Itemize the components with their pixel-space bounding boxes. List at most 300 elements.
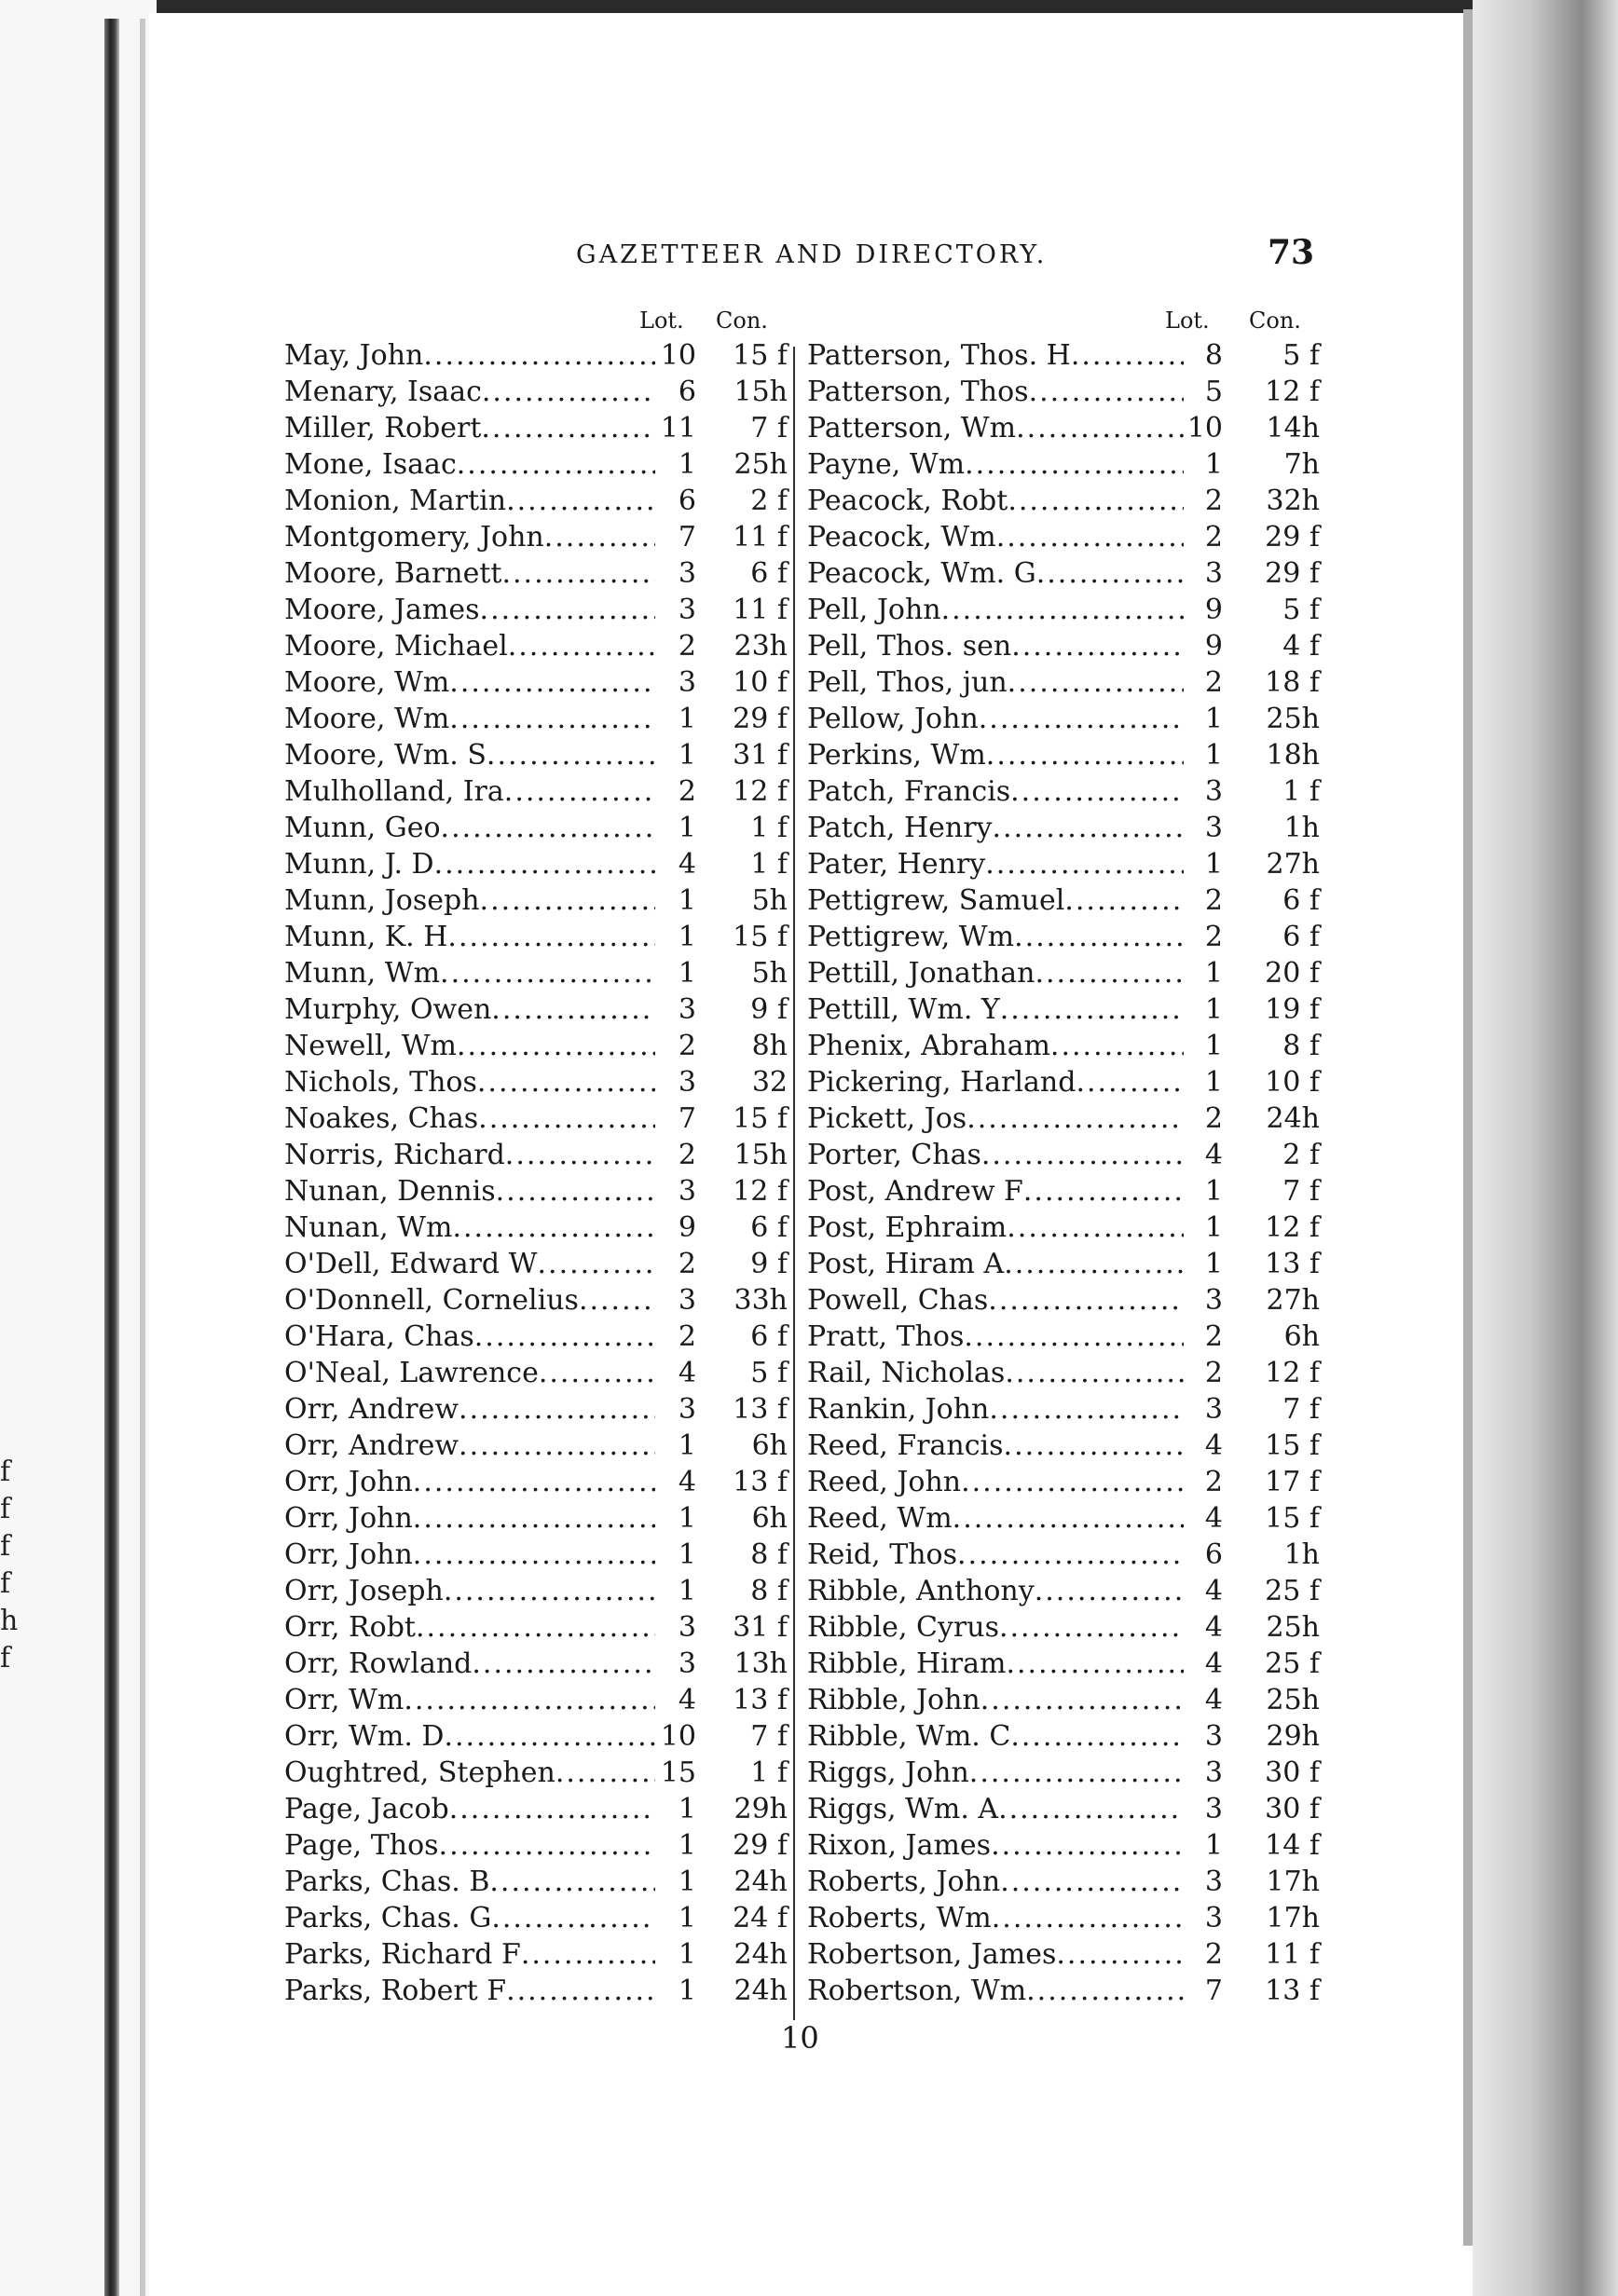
- entry-name: Murphy, Owen .....: [284, 991, 655, 1028]
- entry-lot: 10: [660, 1720, 696, 1753]
- left-lot-header: Lot.: [639, 308, 684, 334]
- entry-lot: 3: [1204, 1866, 1223, 1898]
- directory-entry: [284, 592, 792, 628]
- entry-concession: 12 f: [1265, 1357, 1320, 1389]
- entry-lot: 2: [1204, 666, 1223, 699]
- entry-name: Rail, Nicholas .....: [807, 1355, 1184, 1391]
- directory-entry: [284, 1682, 792, 1718]
- entry-concession: 14h: [1266, 412, 1320, 444]
- facing-page-fragments: [0, 1454, 37, 1677]
- directory-entry: [284, 846, 792, 882]
- entry-concession: 29 f: [733, 703, 788, 735]
- entry-concession: 29 f: [1265, 557, 1320, 590]
- directory-entry: [284, 882, 792, 919]
- entry-lot: 3: [1204, 557, 1223, 590]
- entry-lot: 4: [1204, 1139, 1223, 1171]
- directory-entry: [284, 1464, 792, 1500]
- entry-concession: 30 f: [1265, 1793, 1320, 1825]
- directory-entry: [284, 919, 792, 955]
- entry-concession: 12 f: [733, 1175, 788, 1208]
- entry-name: Patch, Francis .....: [807, 773, 1184, 810]
- directory-entry: [284, 1100, 792, 1137]
- column-divider: [793, 347, 795, 2020]
- entry-lot: 4: [1204, 1647, 1223, 1680]
- entry-name: Riggs, Wm. A .....: [807, 1791, 1184, 1827]
- entry-concession: 27h: [1266, 1284, 1320, 1317]
- entry-concession: 25h: [734, 448, 788, 481]
- entry-concession: 11 f: [733, 521, 788, 554]
- directory-entry: [284, 1646, 792, 1682]
- entry-lot: 4: [1204, 1575, 1223, 1607]
- entry-lot: 3: [1204, 1284, 1223, 1317]
- book-binding-shadow: [140, 19, 145, 2296]
- entry-lot: 1: [1204, 1211, 1223, 1244]
- entry-lot: 1: [678, 1866, 696, 1898]
- entry-lot: 4: [678, 848, 696, 881]
- margin-fragment: f: [0, 1530, 11, 1563]
- directory-entry: [284, 1537, 792, 1573]
- entry-name: Post, Hiram A .....: [807, 1246, 1184, 1282]
- directory-entry: [807, 1246, 1324, 1282]
- entry-name: Orr, John .....: [284, 1537, 655, 1573]
- entry-lot: 6: [678, 485, 696, 517]
- entry-concession: 1h: [1283, 1538, 1320, 1571]
- entry-name: Peacock, Wm .....: [807, 519, 1184, 555]
- directory-entry: [807, 664, 1324, 701]
- entry-name: O'Donnell, Cornelius .....: [284, 1282, 655, 1319]
- directory-entry: [807, 1028, 1324, 1064]
- directory-entry: [284, 483, 792, 519]
- entry-lot: 1: [678, 1429, 696, 1462]
- entry-concession: 7 f: [1282, 1175, 1320, 1208]
- entry-concession: 27h: [1266, 848, 1320, 881]
- entry-concession: 10 f: [1265, 1066, 1320, 1099]
- entry-lot: 2: [678, 1320, 696, 1353]
- directory-entry: [807, 1646, 1324, 1682]
- directory-entry: [284, 664, 792, 701]
- entry-lot: 1: [1204, 993, 1223, 1026]
- entry-lot: 2: [678, 775, 696, 808]
- entry-name: Pater, Henry .....: [807, 846, 1184, 882]
- entry-concession: 2 f: [750, 485, 788, 517]
- entry-name: Moore, Wm. S .....: [284, 737, 655, 773]
- entry-name: Peacock, Robt .....: [807, 483, 1184, 519]
- entry-lot: 3: [678, 1393, 696, 1426]
- entry-concession: 25 f: [1265, 1647, 1320, 1680]
- directory-entry: [807, 374, 1324, 410]
- entry-concession: 30 f: [1265, 1756, 1320, 1789]
- directory-entry: [807, 1682, 1324, 1718]
- entry-concession: 2 f: [1282, 1139, 1320, 1171]
- entry-concession: 12 f: [733, 775, 788, 808]
- entry-name: Moore, Michael .....: [284, 628, 655, 664]
- entry-lot: 2: [1204, 485, 1223, 517]
- entry-lot: 3: [1204, 775, 1223, 808]
- directory-entry: [284, 1319, 792, 1355]
- left-con-header: Con.: [716, 308, 768, 334]
- directory-entry: [807, 410, 1324, 446]
- entry-name: Orr, Joseph .....: [284, 1573, 655, 1609]
- entry-name: May, John .....: [284, 337, 655, 374]
- entry-concession: 19 f: [1265, 993, 1320, 1026]
- entry-lot: 1: [678, 1975, 696, 2007]
- entry-name: Payne, Wm .....: [807, 446, 1184, 483]
- directory-entry: [284, 1500, 792, 1537]
- entry-concession: 6 f: [750, 1211, 788, 1244]
- entry-name: Oughtred, Stephen .....: [284, 1755, 655, 1791]
- entry-concession: 12 f: [1265, 376, 1320, 408]
- entry-name: Ribble, Anthony .....: [807, 1573, 1184, 1609]
- signature-mark: 10: [781, 2020, 819, 2056]
- directory-entry: [284, 1210, 792, 1246]
- entry-name: Riggs, John .....: [807, 1755, 1184, 1791]
- entry-lot: 3: [1204, 1393, 1223, 1426]
- entry-lot: 1: [678, 1902, 696, 1934]
- left-directory-column: [284, 337, 792, 2009]
- entry-name: Patterson, Wm .....: [807, 410, 1184, 446]
- directory-entry: [807, 991, 1324, 1028]
- directory-entry: [807, 1537, 1324, 1573]
- entry-name: Monion, Martin .....: [284, 483, 655, 519]
- entry-name: Nunan, Dennis .....: [284, 1173, 655, 1210]
- entry-name: Robertson, James .....: [807, 1936, 1184, 1973]
- entry-concession: 24h: [734, 1938, 788, 1971]
- directory-entry: [807, 1791, 1324, 1827]
- entry-concession: 8 f: [750, 1538, 788, 1571]
- directory-entry: [807, 1827, 1324, 1864]
- entry-name: Munn, Geo .....: [284, 810, 655, 846]
- entry-name: Reed, Wm .....: [807, 1500, 1184, 1537]
- entry-concession: 7h: [1283, 448, 1320, 481]
- entry-lot: 1: [1204, 1030, 1223, 1062]
- entry-name: Patterson, Thos. H .....: [807, 337, 1184, 374]
- scan-top-band: [0, 0, 1618, 13]
- entry-lot: 3: [678, 594, 696, 626]
- entry-lot: 3: [1204, 1793, 1223, 1825]
- entry-lot: 4: [1204, 1684, 1223, 1716]
- entry-lot: 2: [1204, 1320, 1223, 1353]
- directory-entry: [807, 1573, 1324, 1609]
- directory-entry: [807, 1391, 1324, 1428]
- entry-lot: 10: [1186, 412, 1223, 444]
- entry-name: Ribble, Cyrus .....: [807, 1609, 1184, 1646]
- entry-lot: 1: [1204, 1829, 1223, 1862]
- entry-name: Pell, Thos, jun .....: [807, 664, 1184, 701]
- entry-concession: 15 f: [733, 921, 788, 953]
- entry-concession: 8h: [751, 1030, 788, 1062]
- entry-concession: 31 f: [733, 1611, 788, 1644]
- entry-concession: 7 f: [1282, 1393, 1320, 1426]
- entry-name: Pratt, Thos .....: [807, 1319, 1184, 1355]
- entry-lot: 1: [678, 739, 696, 772]
- entry-lot: 3: [1204, 1720, 1223, 1753]
- directory-entry: [284, 337, 792, 374]
- entry-lot: 3: [678, 1647, 696, 1680]
- entry-name: Pell, John .....: [807, 592, 1184, 628]
- entry-lot: 2: [678, 1248, 696, 1280]
- entry-lot: 3: [678, 1284, 696, 1317]
- entry-concession: 29h: [734, 1793, 788, 1825]
- entry-name: Porter, Chas .....: [807, 1137, 1184, 1173]
- directory-entry: [807, 1064, 1324, 1100]
- entry-lot: 1: [678, 1829, 696, 1862]
- entry-lot: 1: [1204, 1248, 1223, 1280]
- directory-entry: [807, 882, 1324, 919]
- directory-entry: [807, 1973, 1324, 2009]
- entry-name: Pettigrew, Wm .....: [807, 919, 1184, 955]
- entry-name: O'Dell, Edward W .....: [284, 1246, 655, 1282]
- entry-concession: 13 f: [733, 1684, 788, 1716]
- directory-entry: [807, 919, 1324, 955]
- entry-lot: 1: [678, 1502, 696, 1535]
- entry-name: Munn, Joseph .....: [284, 882, 655, 919]
- margin-fragment: f: [0, 1493, 11, 1525]
- entry-concession: 25h: [1266, 1684, 1320, 1716]
- entry-name: Parks, Robert F .....: [284, 1973, 655, 2009]
- entry-name: Pellow, John .....: [807, 701, 1184, 737]
- page-right-edge: [1473, 0, 1618, 2296]
- margin-fragment: f: [0, 1567, 11, 1600]
- entry-lot: 2: [678, 1030, 696, 1062]
- directory-entry: [284, 701, 792, 737]
- directory-entry: [807, 701, 1324, 737]
- entry-lot: 2: [1204, 1102, 1223, 1135]
- directory-entry: [807, 1755, 1324, 1791]
- entry-lot: 3: [1204, 812, 1223, 844]
- entry-lot: 1: [678, 921, 696, 953]
- entry-concession: 24 f: [733, 1902, 788, 1934]
- entry-name: Reed, Francis .....: [807, 1428, 1184, 1464]
- entry-lot: 1: [678, 1938, 696, 1971]
- directory-entry: [284, 1064, 792, 1100]
- entry-lot: 1: [678, 812, 696, 844]
- entry-lot: 1: [678, 1575, 696, 1607]
- directory-entry: [284, 1973, 792, 2009]
- entry-name: Munn, K. H .....: [284, 919, 655, 955]
- entry-name: O'Neal, Lawrence .....: [284, 1355, 655, 1391]
- entry-concession: 9 f: [750, 993, 788, 1026]
- entry-name: Patterson, Thos .....: [807, 374, 1184, 410]
- entry-name: Munn, J. D .....: [284, 846, 655, 882]
- entry-concession: 10 f: [733, 666, 788, 699]
- entry-lot: 1: [1204, 1175, 1223, 1208]
- entry-name: Nichols, Thos .....: [284, 1064, 655, 1100]
- directory-entry: [284, 1791, 792, 1827]
- directory-entry: [807, 955, 1324, 991]
- entry-lot: 1: [678, 448, 696, 481]
- entry-concession: 6 f: [1282, 921, 1320, 953]
- right-con-header: Con.: [1249, 308, 1301, 334]
- directory-entry: [284, 1900, 792, 1936]
- entry-lot: 1: [1204, 1066, 1223, 1099]
- page-number: 73: [1268, 233, 1315, 272]
- entry-lot: 1: [678, 884, 696, 917]
- entry-concession: 24h: [734, 1975, 788, 2007]
- directory-entry: [284, 1137, 792, 1173]
- directory-entry: [807, 483, 1324, 519]
- entry-concession: 29h: [1266, 1720, 1320, 1753]
- entry-name: Ribble, John .....: [807, 1682, 1184, 1718]
- entry-name: Montgomery, John .....: [284, 519, 655, 555]
- entry-concession: 6 f: [750, 1320, 788, 1353]
- entry-lot: 4: [1204, 1429, 1223, 1462]
- entry-concession: 1h: [1283, 812, 1320, 844]
- directory-entry: [284, 519, 792, 555]
- directory-entry: [284, 628, 792, 664]
- directory-entry: [807, 737, 1324, 773]
- entry-name: Noakes, Chas .....: [284, 1100, 655, 1137]
- entry-name: Mulholland, Ira .....: [284, 773, 655, 810]
- entry-lot: 3: [678, 1611, 696, 1644]
- entry-name: Ribble, Hiram .....: [807, 1646, 1184, 1682]
- directory-entry: [284, 737, 792, 773]
- directory-entry: [807, 337, 1324, 374]
- entry-lot: 3: [678, 1175, 696, 1208]
- entry-lot: 2: [1204, 1466, 1223, 1498]
- entry-name: Perkins, Wm .....: [807, 737, 1184, 773]
- directory-entry: [807, 1609, 1324, 1646]
- entry-lot: 8: [1204, 339, 1223, 372]
- directory-entry: [807, 773, 1324, 810]
- entry-lot: 2: [678, 630, 696, 663]
- directory-entry: [807, 446, 1324, 483]
- entry-concession: 6 f: [1282, 884, 1320, 917]
- right-directory-column: [807, 337, 1324, 2009]
- directory-entry: [284, 810, 792, 846]
- directory-entry: [284, 1028, 792, 1064]
- entry-concession: 5 f: [1282, 339, 1320, 372]
- entry-name: Menary, Isaac .....: [284, 374, 655, 410]
- margin-fragment: f: [0, 1456, 11, 1488]
- entry-name: Moore, James .....: [284, 592, 655, 628]
- directory-entry: [807, 1319, 1324, 1355]
- directory-entry: [284, 955, 792, 991]
- running-head: GAZETTEER AND DIRECTORY.: [576, 240, 1048, 269]
- directory-entry: [284, 991, 792, 1028]
- entry-concession: 13 f: [733, 1393, 788, 1426]
- entry-concession: 7 f: [750, 412, 788, 444]
- entry-concession: 11 f: [1265, 1938, 1320, 1971]
- entry-name: Reid, Thos .....: [807, 1537, 1184, 1573]
- entry-lot: 2: [678, 1139, 696, 1171]
- entry-concession: 15 f: [1265, 1429, 1320, 1462]
- directory-entry: [807, 1900, 1324, 1936]
- entry-concession: 15h: [734, 1139, 788, 1171]
- directory-entry: [807, 592, 1324, 628]
- directory-entry: [284, 1864, 792, 1900]
- directory-entry: [807, 1137, 1324, 1173]
- entry-name: Orr, Robt .....: [284, 1609, 655, 1646]
- entry-concession: 6h: [1283, 1320, 1320, 1353]
- entry-lot: 2: [1204, 521, 1223, 554]
- entry-name: Ribble, Wm. C .....: [807, 1718, 1184, 1755]
- entry-lot: 11: [660, 412, 696, 444]
- entry-concession: 12 f: [1265, 1211, 1320, 1244]
- entry-concession: 25h: [1266, 1611, 1320, 1644]
- entry-name: Orr, John .....: [284, 1500, 655, 1537]
- entry-name: Miller, Robert .....: [284, 410, 655, 446]
- entry-concession: 15 f: [1265, 1502, 1320, 1535]
- entry-concession: 1 f: [750, 1756, 788, 1789]
- directory-entry: [807, 1936, 1324, 1973]
- directory-entry: [284, 1718, 792, 1755]
- directory-entry: [807, 1100, 1324, 1137]
- entry-lot: 4: [1204, 1502, 1223, 1535]
- entry-concession: 24h: [734, 1866, 788, 1898]
- directory-entry: [284, 1428, 792, 1464]
- book-binding-gutter: [104, 19, 119, 2296]
- entry-name: Parks, Chas. G .....: [284, 1900, 655, 1936]
- directory-entry: [284, 773, 792, 810]
- entry-name: Mone, Isaac .....: [284, 446, 655, 483]
- entry-name: Robertson, Wm .....: [807, 1973, 1184, 2009]
- entry-concession: 15 f: [733, 1102, 788, 1135]
- entry-lot: 7: [678, 521, 696, 554]
- entry-name: Rixon, James .....: [807, 1827, 1184, 1864]
- entry-concession: 9 f: [750, 1248, 788, 1280]
- entry-lot: 1: [1204, 703, 1223, 735]
- entry-concession: 24h: [1266, 1102, 1320, 1135]
- entry-name: Roberts, Wm .....: [807, 1900, 1184, 1936]
- directory-entry: [807, 1464, 1324, 1500]
- entry-concession: 6h: [751, 1429, 788, 1462]
- directory-entry: [807, 1355, 1324, 1391]
- directory-entry: [807, 1864, 1324, 1900]
- entry-concession: 32: [751, 1066, 788, 1099]
- entry-lot: 7: [678, 1102, 696, 1135]
- entry-name: Pickering, Harland .....: [807, 1064, 1184, 1100]
- entry-name: O'Hara, Chas .....: [284, 1319, 655, 1355]
- entry-concession: 14 f: [1265, 1829, 1320, 1862]
- entry-name: Orr, Wm. D .....: [284, 1718, 655, 1755]
- entry-concession: 17 f: [1265, 1466, 1320, 1498]
- entry-lot: 9: [678, 1211, 696, 1244]
- entry-lot: 9: [1204, 630, 1223, 663]
- directory-entry: [284, 555, 792, 592]
- entry-name: Munn, Wm .....: [284, 955, 655, 991]
- entry-lot: 7: [1204, 1975, 1223, 2007]
- entry-name: Moore, Wm .....: [284, 701, 655, 737]
- directory-entry: [284, 374, 792, 410]
- entry-concession: 13h: [734, 1647, 788, 1680]
- entry-lot: 3: [1204, 1756, 1223, 1789]
- entry-concession: 15 f: [733, 339, 788, 372]
- entry-concession: 4 f: [1282, 630, 1320, 663]
- directory-entry: [284, 446, 792, 483]
- directory-entry: [284, 1755, 792, 1791]
- entry-concession: 25h: [1266, 703, 1320, 735]
- entry-concession: 32h: [1266, 485, 1320, 517]
- facing-page-edge: [0, 0, 157, 2296]
- entry-lot: 1: [678, 703, 696, 735]
- entry-concession: 25 f: [1265, 1575, 1320, 1607]
- entry-concession: 1 f: [1282, 775, 1320, 808]
- entry-lot: 1: [678, 1793, 696, 1825]
- entry-name: Post, Ephraim .....: [807, 1210, 1184, 1246]
- entry-name: Roberts, John .....: [807, 1864, 1184, 1900]
- entry-name: Post, Andrew F .....: [807, 1173, 1184, 1210]
- entry-concession: 15h: [734, 376, 788, 408]
- directory-entry: [284, 1609, 792, 1646]
- entry-concession: 8 f: [1282, 1030, 1320, 1062]
- directory-entry: [284, 1827, 792, 1864]
- entry-name: Pell, Thos. sen .....: [807, 628, 1184, 664]
- entry-lot: 4: [1204, 1611, 1223, 1644]
- entry-name: Moore, Barnett .....: [284, 555, 655, 592]
- entry-lot: 2: [1204, 1938, 1223, 1971]
- entry-lot: 9: [1204, 594, 1223, 626]
- entry-name: Page, Jacob .....: [284, 1791, 655, 1827]
